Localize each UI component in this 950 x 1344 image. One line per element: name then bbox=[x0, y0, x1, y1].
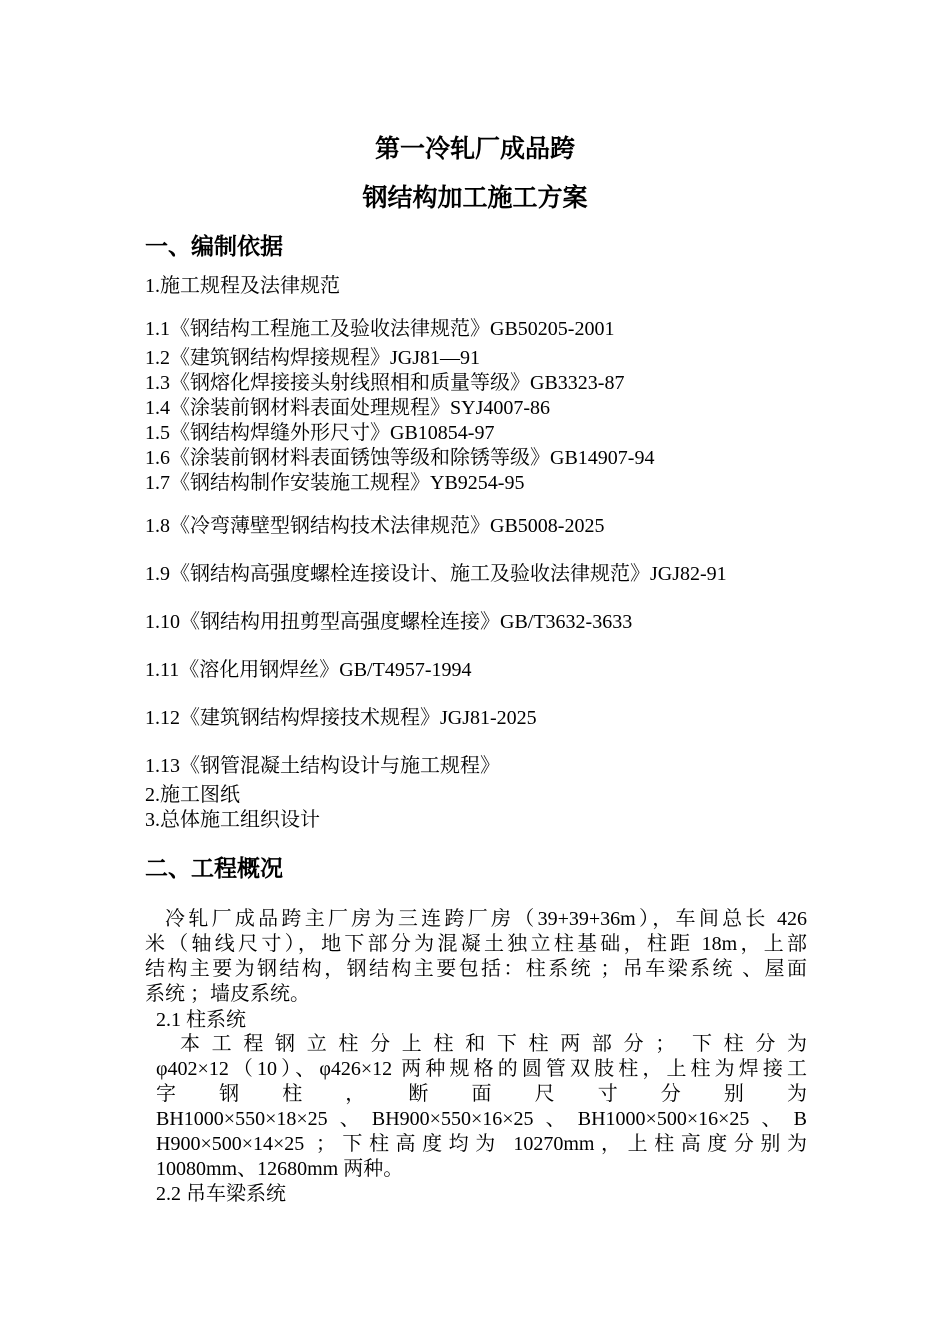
reference-item: 1.1《钢结构工程施工及验收法律规范》GB50205-2001 bbox=[145, 318, 615, 340]
basis-item-2: 2.施工图纸 bbox=[145, 784, 240, 806]
reference-item: 1.9《钢结构高强度螺栓连接设计、施工及验收法律规范》JGJ82-91 bbox=[145, 563, 727, 585]
reference-item: 1.6《涂装前钢材料表面锈蚀等级和除锈等级》GB14907-94 bbox=[145, 447, 655, 469]
reference-item: 1.13《钢管混凝土结构设计与施工规程》 bbox=[145, 755, 500, 777]
paragraph-line: φ402×12（10）、φ426×12 两种规格的圆管双肢柱，上柱为焊接工 bbox=[156, 1058, 807, 1080]
document-title-line2: 钢结构加工施工方案 bbox=[362, 183, 588, 212]
section1-heading: 一、编制依据 bbox=[145, 234, 283, 260]
overview-paragraph bbox=[145, 907, 807, 1007]
subsection-2-2-heading: 2.2 吊车梁系统 bbox=[156, 1183, 286, 1205]
column-system-paragraph bbox=[156, 1032, 807, 1182]
reference-item: 1.10《钢结构用扭剪型高强度螺栓连接》GB/T3632-3633 bbox=[145, 611, 633, 633]
reference-item: 1.5《钢结构焊缝外形尺寸》GB10854-97 bbox=[145, 422, 495, 444]
subsection-2-1-heading: 2.1 柱系统 bbox=[156, 1009, 246, 1031]
reference-item: 1.4《涂装前钢材料表面处理规程》SYJ4007-86 bbox=[145, 397, 551, 419]
paragraph-line: 10080mm、12680mm 两种。 bbox=[156, 1158, 404, 1180]
reference-item: 1.2《建筑钢结构焊接规程》JGJ81—91 bbox=[145, 347, 481, 369]
paragraph-line: 冷轧厂成品跨主厂房为三连跨厂房（39+39+36m），车间总长 426 bbox=[165, 908, 807, 930]
reference-item: 1.8《冷弯薄壁型钢结构技术法律规范》GB5008-2025 bbox=[145, 515, 605, 537]
reference-item: 1.7《钢结构制作安装施工规程》YB9254-95 bbox=[145, 472, 525, 494]
paragraph-line: 字 钢 柱 ， 断 面 尺 寸 分 别 为 bbox=[156, 1083, 807, 1105]
document-title-line1: 第一冷轧厂成品跨 bbox=[374, 134, 575, 163]
basis-item-3: 3.总体施工组织设计 bbox=[145, 809, 320, 831]
paragraph-line: 结构主要为钢结构，钢结构主要包括：柱系统 ；吊车梁系统 、屋面 bbox=[145, 958, 807, 980]
paragraph-line: 系统 ；墙皮系统。 bbox=[145, 983, 310, 1005]
reference-item: 1.12《建筑钢结构焊接技术规程》JGJ81-2025 bbox=[145, 707, 537, 729]
reference-item: 1.11《溶化用钢焊丝》GB/T4957-1994 bbox=[145, 659, 472, 681]
paragraph-line: 本工程钢立柱分上柱和下柱两部分； 下柱分为 bbox=[180, 1033, 807, 1055]
section2-heading: 二、工程概况 bbox=[145, 856, 283, 882]
reference-item: 1.3《钢熔化焊接接头射线照相和质量等级》GB3323-87 bbox=[145, 372, 625, 394]
paragraph-line: H900×500×14×25 ；下柱高度均为 10270mm，上柱高度分别为 bbox=[156, 1133, 807, 1155]
basis-item-1: 1.施工规程及法律规范 bbox=[145, 275, 340, 297]
paragraph-line: BH1000×550×18×25、BH900×550×16×25、BH1000×500×16×25、B bbox=[156, 1108, 807, 1130]
paragraph-line: 米（轴线尺寸），地下部分为混凝土独立柱基础，柱距 18m，上部 bbox=[145, 933, 807, 955]
